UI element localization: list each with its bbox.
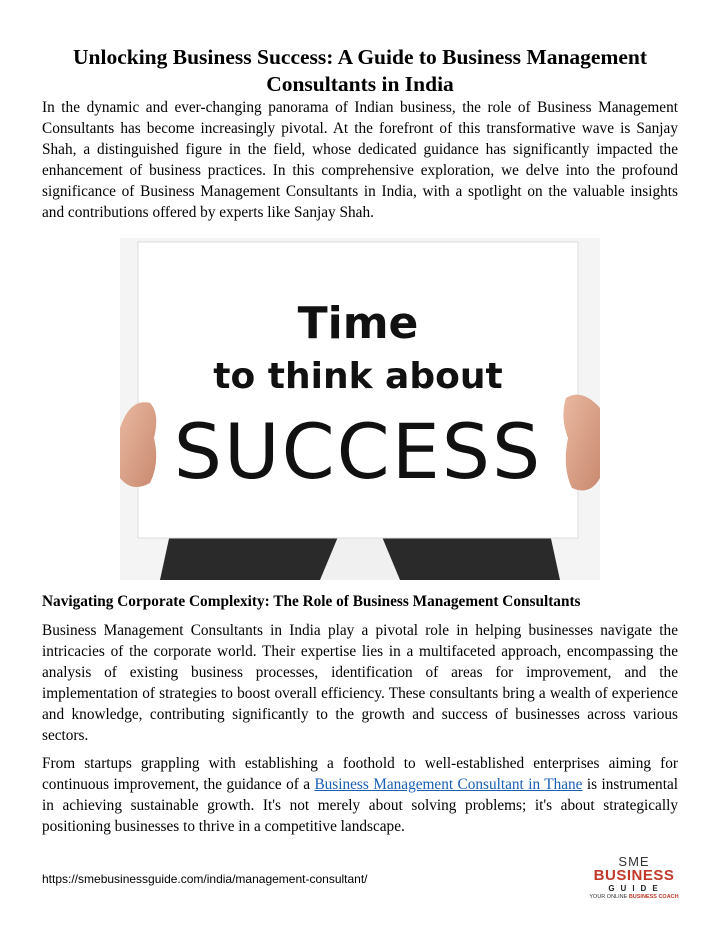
hero-image: [120, 238, 600, 580]
logo-tagline-a: YOUR ONLINE: [589, 894, 629, 900]
footer-url[interactable]: https://smebusinessguide.com/india/management-consultant/: [42, 872, 368, 886]
sign-line-success: SUCCESS: [173, 407, 543, 496]
consultant-thane-link[interactable]: Business Management Consultant in Thane: [314, 776, 583, 793]
body-paragraph-2: [42, 753, 678, 837]
sme-business-guide-logo: [588, 855, 680, 905]
logo-tagline: [588, 894, 680, 901]
sign-line-think: to think about: [213, 356, 503, 397]
logo-guide: GUIDE: [608, 884, 664, 893]
paragraph-text-after: is instrumental in achieving sustainable growth. It's not merely about solving problems; it's about strategically positioning businesses to thrive in a competitive landscape.: [42, 776, 678, 835]
section-heading: Navigating Corporate Complexity: The Role of Business Management Consultants: [42, 593, 581, 610]
page-title: Unlocking Business Success: A Guide to Business Management Consultants in India: [72, 45, 648, 96]
logo-tagline-b: BUSINESS COACH: [628, 894, 679, 900]
logo-business: BUSINESS: [593, 867, 675, 884]
sign-line-time: Time: [297, 298, 419, 349]
logo-sme: SME: [618, 854, 650, 869]
paragraph-text-before: From startups grappling with establishing a foothold to well-established enterprises aiming for continuous improvement, the guidance of a: [42, 755, 678, 793]
body-paragraph-1: Business Management Consultants in India play a pivotal role in helping businesses navigate the intricacies of the corporate world. Their expertise lies in a multifaceted approach, encompassing the analysis of existing business processes, identification of areas for improvement, and the implementation of strategies to boost overall efficiency. These consultants bring a wealth of experience and knowledge, contributing significantly to the growth and success of businesses across various sectors.: [42, 622, 678, 744]
intro-paragraph: In the dynamic and ever-changing panorama of Indian business, the role of Business Management Consultants has become increasingly pivotal. At the forefront of this transformative wave is Sanjay Shah, a distinguished figure in the field, whose dedicated guidance has significantly impacted the enhancement of business practices. In this comprehensive exploration, we delve into the profound significance of Business Management Consultants in India, with a spotlight on the valuable insights and contributions offered by experts like Sanjay Shah.: [42, 99, 678, 221]
